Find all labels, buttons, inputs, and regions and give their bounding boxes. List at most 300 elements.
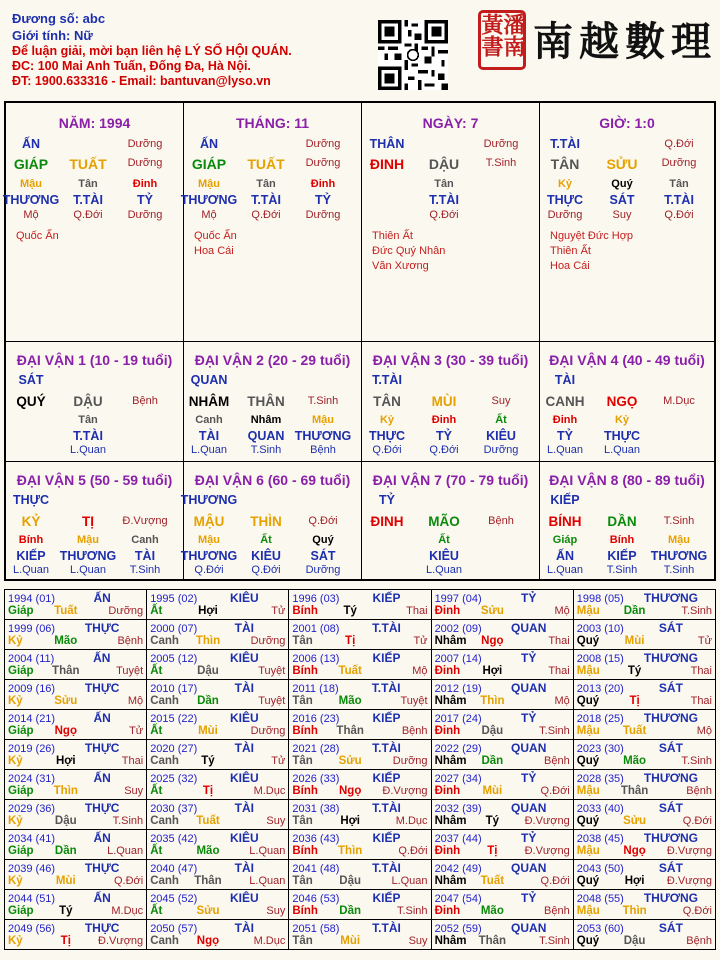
annual-cell: [573, 740, 715, 770]
annual-god: ẤN: [93, 891, 111, 905]
dai-van-branch: DẬU: [73, 394, 103, 409]
annual-cell: [5, 680, 147, 710]
hidden-stage: Q.Đới: [429, 209, 459, 221]
annual-line-2: [8, 755, 143, 769]
annual-line-1: [292, 891, 427, 905]
annual-line-1: [150, 681, 285, 695]
hidden-god: KIÊU: [486, 429, 516, 443]
hidden-stem: Ất: [438, 534, 450, 546]
annual-line-1: [292, 741, 427, 755]
annual-god: ẤN: [93, 711, 111, 725]
annual-row: [5, 650, 716, 680]
annual-stem: Quý: [576, 635, 600, 647]
annual-cell: [431, 770, 573, 800]
annual-line-1: [8, 771, 143, 785]
pillar-star: Hoa Cái: [194, 245, 234, 257]
annual-line-2: [8, 905, 143, 919]
hidden-stage: Suy: [612, 209, 632, 221]
annual-line-1: [150, 801, 285, 815]
annual-branch: Hợi: [55, 755, 76, 767]
annual-year: 2043 (50): [576, 863, 624, 875]
annual-branch: Sửu: [480, 605, 504, 617]
hidden-stem: Canh: [195, 414, 223, 426]
annual-branch: Tị: [345, 635, 356, 647]
dai-van-title: ĐẠI VẬN 4 (40 - 49 tuổi): [549, 352, 705, 368]
hidden-stem: Mậu: [312, 414, 334, 426]
annual-cell: [573, 860, 715, 890]
annual-line-2: [150, 635, 285, 649]
annual-god: QUAN: [511, 861, 547, 875]
annual-line-1: [435, 741, 570, 755]
hidden-god: THƯƠNG: [2, 193, 60, 207]
owner-name: Đương số: abc: [12, 11, 106, 26]
hidden-stage: L.Quan: [546, 444, 584, 456]
annual-year: 2021 (28): [292, 743, 340, 755]
hidden-stem: Ất: [260, 534, 272, 546]
annual-year: 2029 (36): [8, 803, 56, 815]
annual-god: TỶ: [521, 771, 537, 785]
annual-line-1: [435, 921, 570, 935]
annual-god: THƯƠNG: [643, 891, 699, 905]
hidden-stage: Dưỡng: [127, 209, 163, 221]
annual-stem: Ất: [150, 725, 163, 737]
hidden-god: THỰC: [603, 429, 641, 443]
annual-line-2: [292, 815, 427, 829]
annual-god: QUAN: [511, 741, 547, 755]
annual-stage: Q.Đới: [113, 875, 144, 887]
annual-stage: Dưỡng: [392, 755, 428, 767]
annual-row: [5, 920, 716, 950]
annual-god: THỰC: [84, 621, 120, 635]
annual-stem: Canh: [150, 695, 179, 707]
pillar-branch: TUẤT: [247, 156, 285, 172]
annual-god: ẤN: [93, 591, 111, 605]
annual-line-2: [150, 935, 285, 949]
annual-line-1: [292, 711, 427, 725]
annual-god: SÁT: [658, 801, 683, 815]
annual-luck-table: [4, 589, 716, 950]
annual-stage: T.Sinh: [681, 755, 712, 767]
annual-stage: Bệnh: [401, 725, 428, 737]
annual-line-1: [150, 711, 285, 725]
annual-line-2: [435, 725, 570, 739]
annual-line-2: [435, 755, 570, 769]
hidden-god: THỰC: [546, 193, 584, 207]
annual-line-1: [150, 921, 285, 935]
annual-line-2: [8, 785, 143, 799]
annual-stage: L.Quan: [107, 845, 144, 857]
annual-year: 1999 (06): [8, 623, 56, 635]
annual-row: [5, 890, 716, 920]
annual-branch: Tý: [627, 665, 642, 677]
pillar-star: Đức Quý Nhân: [372, 245, 446, 257]
annual-stem: Bính: [292, 605, 318, 617]
annual-branch: Hợi: [340, 815, 360, 827]
pillar-branch: TUẤT: [69, 156, 107, 172]
annual-stem: Tân: [292, 695, 313, 707]
hidden-god: THƯƠNG: [180, 193, 238, 207]
annual-line-2: [8, 605, 143, 619]
hidden-stem: Canh: [131, 534, 159, 546]
pillar-stem: TÂN: [550, 156, 580, 172]
hidden-stage: Q.Đới: [194, 564, 224, 576]
annual-stage: Dưỡng: [108, 605, 144, 617]
annual-cell: [5, 890, 147, 920]
annual-stage: Bệnh: [117, 635, 144, 647]
annual-god: QUAN: [511, 621, 547, 635]
pillar-stem: GIÁP: [13, 156, 49, 172]
annual-branch: Mão: [480, 905, 504, 917]
annual-line-1: [435, 711, 570, 725]
dai-van-stem: MẬU: [193, 514, 225, 529]
annual-line-1: [292, 591, 427, 605]
annual-year: 2051 (58): [292, 923, 340, 935]
annual-line-2: [150, 875, 285, 889]
dai-van-title: ĐẠI VẬN 6 (60 - 69 tuổi): [194, 472, 351, 488]
annual-cell: [573, 890, 715, 920]
annual-year: 2039 (46): [8, 863, 56, 875]
annual-stem: Tân: [292, 875, 313, 887]
annual-stage: Đ.Vượng: [382, 785, 428, 797]
annual-line-2: [8, 725, 143, 739]
annual-branch: Tuất: [480, 875, 505, 887]
qr-code-icon[interactable]: [378, 20, 448, 90]
annual-cell: [289, 830, 431, 860]
annual-stage: Thai: [406, 605, 428, 617]
chart-cell: [184, 342, 362, 462]
annual-stage: Tử: [413, 635, 428, 647]
hidden-god: TỶ: [557, 429, 573, 443]
annual-stage: Tử: [271, 605, 286, 617]
annual-god: TỶ: [521, 591, 537, 605]
annual-god: KIÊU: [229, 891, 259, 905]
annual-branch: Dần: [197, 695, 219, 707]
annual-stem: Đinh: [434, 725, 461, 737]
annual-line-2: [292, 665, 427, 679]
annual-year: 2018 (25): [576, 713, 624, 725]
annual-line-2: [435, 635, 570, 649]
annual-year: 2011 (18): [292, 683, 339, 695]
hidden-god: THỰC: [368, 429, 406, 443]
dai-van-stem: BÍNH: [548, 514, 582, 529]
annual-cell: [431, 650, 573, 680]
annual-stem: Tân: [292, 635, 313, 647]
pillar-stem-god: ẤN: [199, 137, 219, 151]
annual-line-1: [150, 651, 285, 665]
pillar-stem-stage: Q.Đới: [664, 138, 694, 150]
annual-line-1: [435, 861, 570, 875]
annual-branch: Dần: [623, 605, 646, 617]
annual-year: 2037 (44): [434, 833, 482, 845]
hidden-stem: Mậu: [198, 178, 220, 190]
annual-stem: Bính: [292, 725, 318, 737]
annual-god: QUAN: [511, 681, 547, 695]
annual-cell: [431, 590, 573, 620]
annual-year: 2013 (20): [576, 683, 624, 695]
annual-line-1: [292, 921, 427, 935]
annual-year: 1996 (03): [292, 593, 340, 605]
annual-line-1: [150, 621, 285, 635]
annual-line-1: [435, 621, 570, 635]
annual-line-2: [292, 755, 427, 769]
dai-van-stage: Bệnh: [488, 515, 514, 527]
annual-stem: Quý: [576, 875, 600, 887]
hidden-stem: Quý: [611, 178, 633, 190]
annual-year: 2002 (09): [434, 623, 482, 635]
hidden-stem: Tân: [434, 178, 454, 190]
dai-van-title: ĐẠI VẬN 2 (20 - 29 tuổi): [194, 352, 351, 368]
hidden-stem: Tân: [669, 178, 689, 190]
annual-stage: M.Dục: [395, 815, 428, 827]
dai-van-branch: THÂN: [247, 394, 285, 409]
annual-line-1: [150, 861, 285, 875]
annual-god: KIẾP: [372, 831, 401, 845]
hidden-god: TÀI: [134, 549, 156, 563]
annual-branch: Tị: [202, 785, 214, 797]
annual-branch: Mùi: [55, 875, 76, 887]
dai-van-title: ĐẠI VẬN 7 (70 - 79 tuổi): [372, 472, 529, 488]
hidden-stage: L.Quan: [546, 564, 584, 576]
dai-van-branch: THÌN: [250, 514, 282, 529]
pillar-star: Thiên Ất: [550, 245, 591, 257]
hidden-stem: Đinh: [552, 414, 578, 426]
pillar-stem-god: T.TÀI: [550, 137, 580, 151]
chart-cell: [2, 103, 184, 342]
annual-line-2: [292, 845, 427, 859]
annual-line-1: [577, 891, 712, 905]
hidden-stem: Mậu: [77, 534, 99, 546]
annual-cell: [431, 830, 573, 860]
annual-line-1: [577, 711, 712, 725]
chart-cell: [180, 462, 362, 579]
annual-line-1: [8, 651, 143, 665]
annual-branch: Thìn: [338, 845, 363, 857]
annual-stem: Mậu: [576, 785, 600, 797]
annual-year: 2034 (41): [8, 833, 56, 845]
hidden-stem: Tân: [256, 178, 276, 190]
annual-year: 2040 (47): [150, 863, 198, 875]
annual-line-1: [8, 741, 143, 755]
annual-stage: M.Dục: [253, 935, 286, 947]
annual-year: 2006 (13): [292, 653, 340, 665]
annual-branch: Tuất: [54, 605, 78, 617]
address: ĐC: 100 Mai Anh Tuấn, Đống Đa, Hà Nội.: [12, 59, 251, 73]
annual-stage: T.Sinh: [539, 725, 570, 737]
annual-stem: Ất: [150, 905, 163, 917]
annual-branch: Tị: [487, 845, 498, 857]
annual-cell: [431, 680, 573, 710]
annual-line-1: [577, 771, 712, 785]
annual-god: KIÊU: [229, 711, 259, 725]
hidden-stage: Dưỡng: [547, 209, 583, 221]
hidden-stem: Mậu: [668, 534, 690, 546]
annual-stem: Nhâm: [434, 695, 467, 707]
annual-line-2: [150, 845, 285, 859]
annual-line-1: [292, 831, 427, 845]
annual-year: 2007 (14): [434, 653, 482, 665]
annual-branch: Dậu: [481, 725, 504, 737]
annual-year: 2014 (21): [8, 713, 56, 725]
hidden-stem: Đinh: [431, 414, 457, 426]
hidden-god: QUAN: [247, 429, 285, 443]
annual-branch: Tý: [343, 605, 357, 617]
annual-stage: Thai: [548, 635, 570, 647]
annual-god: THƯƠNG: [643, 771, 699, 785]
annual-stem: Ất: [150, 605, 163, 617]
annual-line-2: [577, 755, 712, 769]
hidden-stem: Tân: [78, 414, 98, 426]
annual-stage: T.Sinh: [112, 815, 144, 827]
annual-god: KIẾP: [372, 771, 401, 785]
annual-god: KIÊU: [229, 831, 259, 845]
dai-van-stage: Suy: [491, 395, 511, 407]
annual-line-1: [8, 831, 143, 845]
annual-god: THỰC: [84, 861, 120, 875]
annual-stem: Giáp: [8, 725, 34, 737]
annual-branch: Ngọ: [338, 785, 362, 797]
annual-cell: [5, 710, 147, 740]
hidden-god: TỶ: [436, 429, 452, 443]
annual-stage: M.Dục: [111, 905, 144, 917]
annual-stage: Mộ: [412, 665, 428, 677]
annual-line-1: [577, 861, 712, 875]
annual-line-2: [577, 845, 712, 859]
annual-cell: [5, 740, 147, 770]
annual-line-2: [150, 725, 285, 739]
annual-stem: Đinh: [434, 665, 461, 677]
dai-van-god: T.TÀI: [372, 373, 402, 387]
annual-stage: T.Sinh: [681, 605, 712, 617]
annual-line-2: [435, 605, 570, 619]
chart-cell: [540, 462, 714, 579]
pillar-star: Nguyệt Đức Hợp: [550, 230, 634, 242]
annual-god: SÁT: [658, 681, 683, 695]
pillar-star: Hoa Cái: [550, 260, 590, 272]
annual-stem: Tân: [292, 935, 313, 947]
annual-god: SÁT: [658, 741, 683, 755]
annual-row: [5, 590, 716, 620]
hidden-god: T.TÀI: [429, 193, 459, 207]
annual-year: 2050 (57): [150, 923, 198, 935]
dai-van-stage: M.Dục: [663, 395, 695, 407]
annual-stage: Suy: [266, 905, 286, 917]
annual-stem: Nhâm: [434, 635, 467, 647]
annual-line-2: [435, 785, 570, 799]
annual-year: 2005 (12): [150, 653, 198, 665]
dai-van-god: KIẾP: [550, 493, 580, 507]
annual-year: 2032 (39): [434, 803, 482, 815]
annual-stage: Mộ: [127, 695, 144, 707]
annual-line-2: [577, 635, 712, 649]
annual-line-2: [435, 695, 570, 709]
annual-line-1: [292, 771, 427, 785]
annual-cell: [147, 590, 289, 620]
annual-year: 1994 (01): [8, 593, 56, 605]
hidden-stem: Ất: [495, 414, 507, 426]
annual-branch: Dậu: [54, 815, 77, 827]
annual-stage: Tuyệt: [258, 695, 286, 707]
pillar-branch-stage: T.Sinh: [485, 157, 517, 169]
annual-year: 2017 (24): [434, 713, 482, 725]
annual-god: THƯƠNG: [643, 831, 699, 845]
annual-line-2: [8, 845, 143, 859]
annual-year: 2035 (42): [150, 833, 198, 845]
annual-branch: Mùi: [198, 725, 218, 737]
annual-line-2: [435, 845, 570, 859]
hidden-stem: Mậu: [198, 534, 220, 546]
annual-god: TÀI: [234, 921, 254, 935]
hidden-stem: Quý: [312, 534, 334, 546]
annual-line-2: [292, 935, 427, 949]
annual-god: SÁT: [658, 861, 683, 875]
annual-line-2: [577, 695, 712, 709]
annual-cell: [5, 590, 147, 620]
annual-stem: Mậu: [576, 905, 600, 917]
hidden-stage: L.Quan: [69, 564, 107, 576]
hidden-god: SÁT: [310, 549, 336, 563]
annual-line-1: [577, 591, 712, 605]
annual-row: [5, 770, 716, 800]
annual-line-2: [435, 665, 570, 679]
annual-line-1: [435, 681, 570, 695]
annual-stage: T.Sinh: [539, 935, 570, 947]
annual-branch: Dần: [481, 755, 504, 767]
annual-stage: Bệnh: [686, 785, 712, 797]
dai-van-god: TÀI: [554, 373, 576, 387]
annual-line-1: [150, 831, 285, 845]
annual-god: T.TÀI: [371, 681, 401, 695]
dai-van-god: THỰC: [12, 493, 50, 507]
annual-year: 2024 (31): [8, 773, 56, 785]
dai-van-stem: ĐINH: [370, 514, 404, 529]
annual-branch: Thìn: [480, 695, 505, 707]
annual-line-2: [8, 635, 143, 649]
pillar-branch-stage: Dưỡng: [127, 157, 163, 169]
annual-god: T.TÀI: [372, 621, 401, 635]
annual-cell: [289, 740, 431, 770]
hidden-stage: T.Sinh: [663, 564, 695, 576]
annual-line-2: [150, 605, 285, 619]
hidden-stage: Q.Đới: [73, 209, 103, 221]
annual-branch: Thìn: [53, 785, 78, 797]
hidden-stage: L.Quan: [603, 444, 641, 456]
annual-stage: Q.Đới: [540, 785, 570, 797]
annual-cell: [573, 830, 715, 860]
hidden-god: TỶ: [315, 193, 331, 207]
dai-van-stage: T.Sinh: [307, 395, 339, 407]
annual-stem: Kỷ: [8, 935, 23, 947]
annual-branch: Tuất: [622, 725, 647, 737]
contact-note: Để luận giải, mời bạn liên hệ LÝ SỐ HỘI QUÁN.: [12, 44, 292, 58]
annual-line-1: [8, 801, 143, 815]
annual-line-2: [150, 815, 285, 829]
dai-van-stem: KỶ: [21, 514, 41, 529]
header: [12, 10, 292, 89]
pillar-stem-stage: Dưỡng: [483, 138, 519, 150]
annual-line-1: [577, 651, 712, 665]
annual-row: [5, 800, 716, 830]
annual-year: 2023 (30): [576, 743, 624, 755]
pillar-star: Quốc Ấn: [16, 230, 59, 242]
annual-year: 2027 (34): [434, 773, 482, 785]
pillar-title: NĂM: 1994: [58, 115, 131, 131]
annual-row: [5, 620, 716, 650]
annual-stage: Đ.Vượng: [524, 815, 570, 827]
dai-van-god: QUAN: [190, 373, 228, 387]
annual-branch: Tuất: [196, 815, 220, 827]
annual-cell: [147, 920, 289, 950]
annual-line-2: [577, 605, 712, 619]
